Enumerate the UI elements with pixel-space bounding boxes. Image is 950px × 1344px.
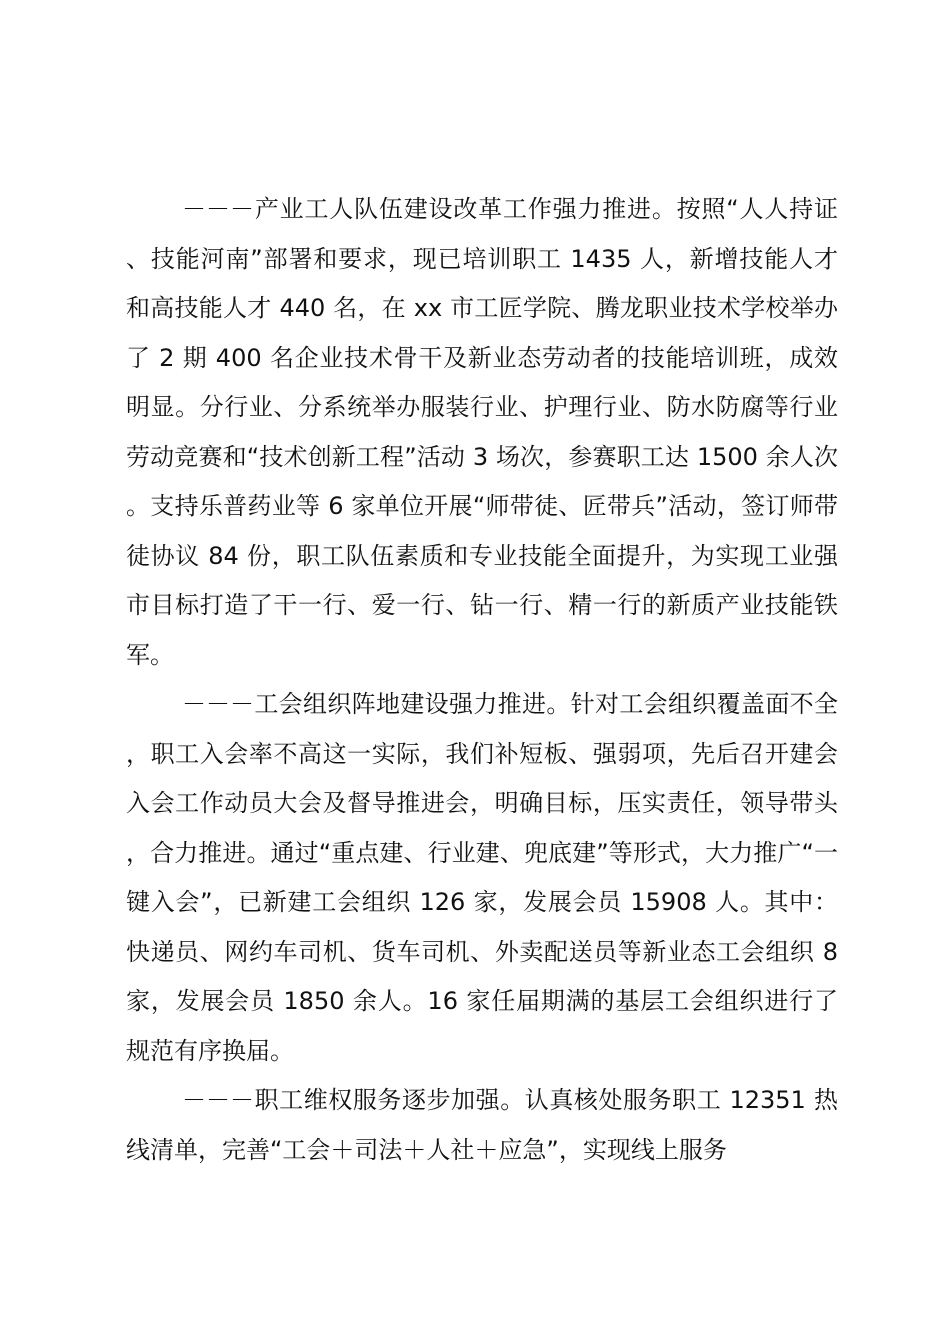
- document-body: [126, 185, 838, 1175]
- paragraph-union-organization-building: －－－工会组织阵地建设强力推进。针对工会组织覆盖面不全，职工入会率不高这一实际，我们补短板、强弱项，先后召开建会入会工作动员大会及督导推进会，明确目标，压实责任，领导带头，合力推进。通过“重点建、行业建、兜底建”等形式，大力推广“一键入会”，已新建工会组织 126 家，发展会员 15908 人。其中：快递员、网约车司机、货车司机、外卖配送员等新业态工会组织 8 家，发展会员 1850 余人。16 家任届期满的基层工会组织进行了规范有序换届。: [126, 690, 838, 1065]
- paragraph-industrial-workforce-reform: －－－产业工人队伍建设改革工作强力推进。按照“人人持证、技能河南”部署和要求，现已培训职工 1435 人，新增技能人才和高技能人才 440 名，在 xx 市工匠学院、腾龙职业技术学校举办了 2 期 400 名企业技术骨干及新业态劳动者的技能培训班，成效明显。分行业、分系统举办服装行业、护理行业、防水防腐等行业劳动竞赛和“技术创新工程”活动 3 场次，参赛职工达 1500 余人次。支持乐普药业等 6 家单位开展“师带徒、匠带兵”活动，签订师带徒协议 84 份，职工队伍素质和专业技能全面提升，为实现工业强市目标打造了干一行、爱一行、钻一行、精一行的新质产业技能铁军。: [126, 195, 838, 669]
- paragraph-worker-rights-service: －－－职工维权服务逐步加强。认真核处服务职工 12351 热线清单，完善“工会＋司法＋人社＋应急”，实现线上服务: [126, 1086, 838, 1164]
